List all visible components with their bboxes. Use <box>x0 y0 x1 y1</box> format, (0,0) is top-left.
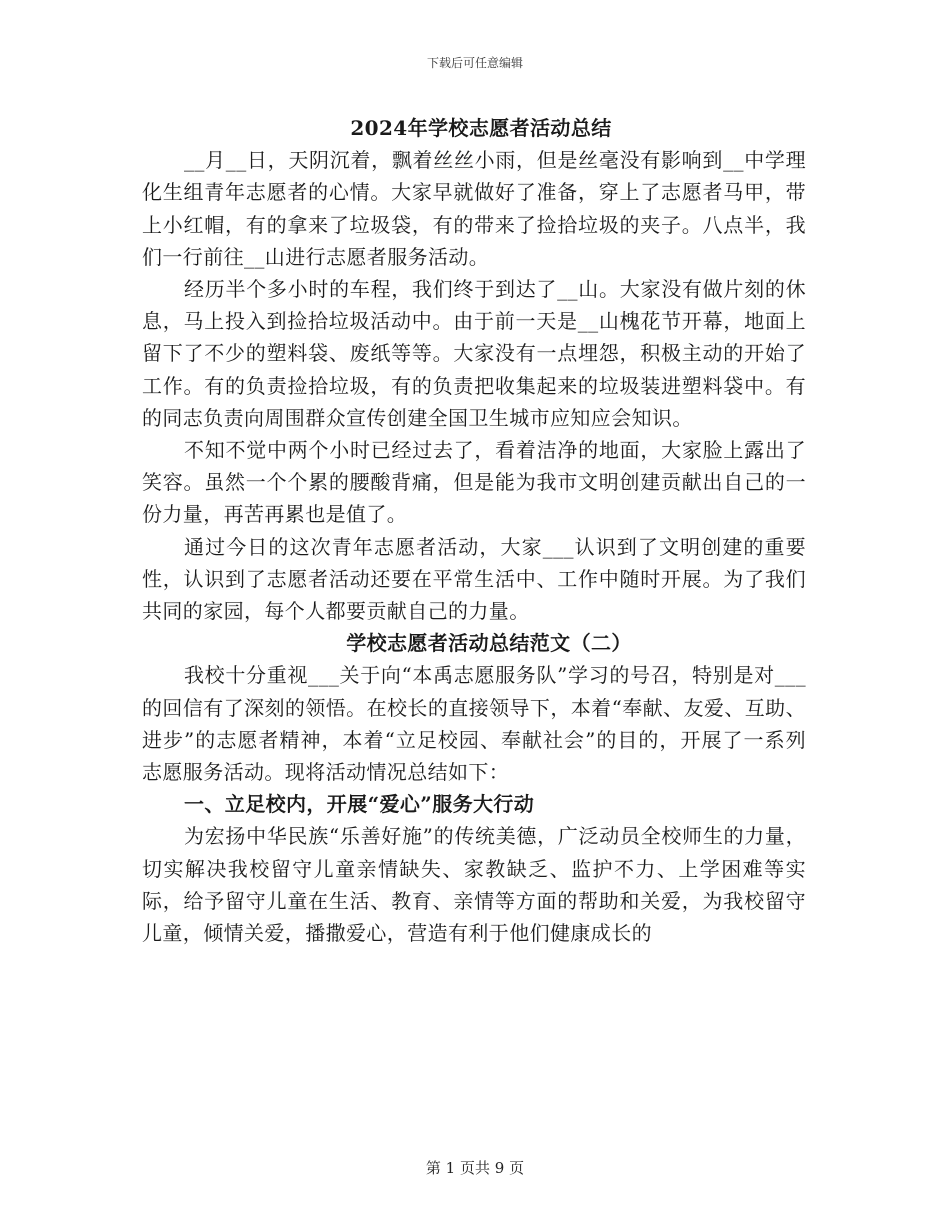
running-header: 下载后可任意编辑 <box>426 56 523 70</box>
page-number: 第 1 页共 9 页 <box>425 1159 525 1177</box>
paragraph: 为宏扬中华民族“乐善好施”的传统美德，广泛动员全校师生的力量，切实解决我校留守儿童亲情缺失、家教缺乏、监护不力、上学困难等实际，给予留守儿童在生活、教育、亲情等方面的帮助和关爱，为我校留守儿童，倾情关爱，播撒爱心，营造有利于他们健康成长的 <box>142 824 806 946</box>
paragraph: 不知不觉中两个小时已经过去了，看着洁净的地面，大家脸上露出了笑容。虽然一个个累的腰酸背痛，但是能为我市文明创建贡献出自己的一份力量，再苦再累也是值了。 <box>142 438 806 527</box>
section-heading: 一、立足校内，开展“爱心”服务大行动 <box>184 792 535 817</box>
paragraph: __月__日，天阴沉着，飘着丝丝小雨，但是丝毫没有影响到__中学理化生组青年志愿者的心情。大家早就做好了准备，穿上了志愿者马甲，带上小红帽，有的拿来了垃圾袋，有的带来了捡拾垃圾的夹子。八点半，我们一行前往__山进行志愿者服务活动。 <box>142 148 806 269</box>
document-body <box>142 112 806 949</box>
section-title: 学校志愿者活动总结范文（二） <box>346 631 632 656</box>
paragraph: 经历半个多小时的车程，我们终于到达了__山。大家没有做片刻的休息，马上投入到捡拾垃圾活动中。由于前一天是__山槐花节开幕，地面上留下了不少的塑料袋、废纸等等。大家没有一点埋怨，积极主动的开始了工作。有的负责捡拾垃圾，有的负责把收集起来的垃圾装进塑料袋中。有的同志负责向周围群众宣传创建全国卫生城市应知应会知识。 <box>142 277 806 430</box>
document-title: 2024年学校志愿者活动总结 <box>350 116 612 140</box>
paragraph: 通过今日的这次青年志愿者活动，大家___认识到了文明创建的重要性，认识到了志愿者活动还要在平常生活中、工作中随时开展。为了我们共同的家园，每个人都要贡献自己的力量。 <box>142 534 806 624</box>
paragraph: 我校十分重视___关于向“本禹志愿服务队”学习的号召，特别是对___的回信有了深刻的领悟。在校长的直接领导下，本着“奉献、友爱、互助、进步”的志愿者精神，本着“立足校园、奉献社会”的目的，开展了一系列志愿服务活动。现将活动情况总结如下： <box>142 663 806 785</box>
